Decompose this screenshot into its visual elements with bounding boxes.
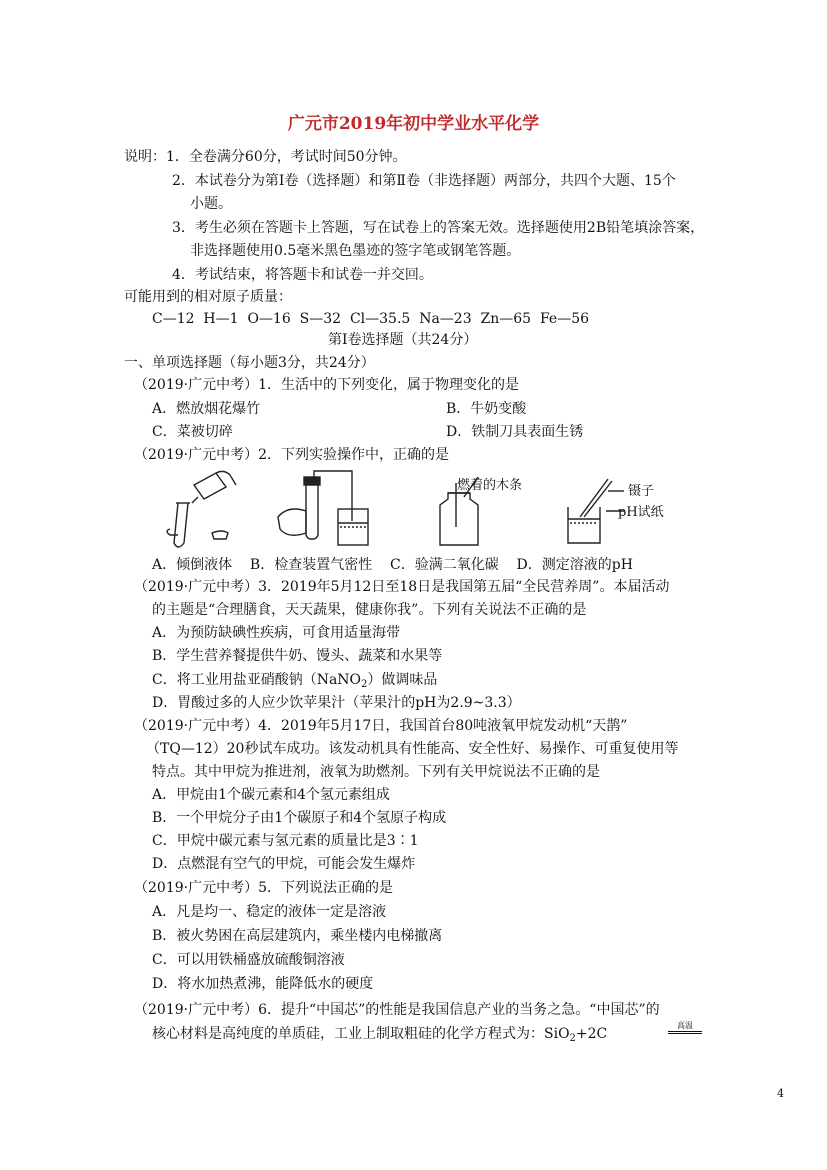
- part1-title: 第Ⅰ卷选择题（共24分）: [328, 332, 478, 348]
- q1-option-c: C．菜被切碎: [152, 424, 233, 440]
- instruction-3: 3．考生必须在答题卡上答题，写在试卷上的答案无效。选择题使用2B铅笔填涂答案，: [172, 220, 705, 236]
- q6-stem-line1: （2019·广元中考）6．提升“中国芯”的性能是我国信息产业的当务之急。“中国芯”的: [134, 1002, 660, 1018]
- q2-figure-label-stick: 燃着的木条: [457, 478, 523, 493]
- q6-stem-line2: 核心材料是高纯度的单质硅，工业上制取粗硅的化学方程式为：SiO$_2$+2C: [152, 1026, 608, 1044]
- instruction-4: 4．考试结束，将答题卡和试卷一并交回。: [172, 267, 433, 283]
- instruction-1: 说明：1．全卷满分60分，考试时间50分钟。: [124, 149, 407, 165]
- instruction-2-cont: 小题。: [190, 196, 232, 212]
- page-number: 4: [777, 1087, 784, 1100]
- q3-stem-line1: （2019·广元中考）3．2019年5月12日至18日是我国第五届“全民营养周”。本届活动: [134, 579, 670, 595]
- q4-stem-line3: 特点。其中甲烷为推进剂，液氧为助燃剂。下列有关甲烷说法不正确的是: [152, 764, 600, 780]
- instruction-3-cont: 非选择题使用0.5毫米黑色墨迹的签字笔或钢笔答题。: [190, 243, 521, 259]
- q3-stem-line2: 的主题是“合理膳食，天天蔬果，健康你我”。下列有关说法不正确的是: [152, 602, 587, 618]
- q1-option-d: D．铁制刀具表面生锈: [446, 424, 584, 440]
- q2-figure-label-ph-paper: pH试纸: [618, 505, 664, 520]
- q5-option-d: D．将水加热煮沸，能降低水的硬度: [152, 976, 374, 992]
- atomic-mass-label: 可能用到的相对原子质量：: [124, 289, 292, 305]
- q4-option-b: B．一个甲烷分子由1个碳原子和4个氢原子构成: [152, 810, 447, 826]
- q2-stem: （2019·广元中考）2．下列实验操作中，正确的是: [134, 447, 449, 463]
- q1-option-a: A．燃放烟花爆竹: [152, 401, 261, 417]
- q4-option-d: D．点燃混有空气的甲烷，可能会发生爆炸: [152, 856, 416, 872]
- q4-option-c: C．甲烷中碳元素与氢元素的质量比是3∶1: [152, 833, 419, 849]
- q5-option-c: C．可以用铁桶盛放硫酸铜溶液: [152, 952, 345, 968]
- figure-airtightness-check: [270, 467, 380, 551]
- section1-title: 一、单项选择题（每小题3分，共24分）: [124, 355, 375, 371]
- q5-option-b: B．被火势困在高层建筑内，乘坐楼内电梯撤离: [152, 928, 443, 944]
- document-title: 广元市2019年初中学业水平化学: [287, 114, 540, 134]
- q5-option-a: A．凡是均一、稳定的液体一定是溶液: [152, 904, 387, 920]
- q6-reaction-condition: 高温: [668, 1021, 702, 1034]
- q4-stem-line1: （2019·广元中考）4．2019年5月17日，我国首台80吨液氧甲烷发动机“天鹊”: [134, 718, 628, 734]
- q1-option-b: B．牛奶变酸: [446, 401, 527, 417]
- instruction-2: 2．本试卷分为第Ⅰ卷（选择题）和第Ⅱ卷（非选择题）两部分，共四个大题、15个: [172, 173, 676, 189]
- q4-stem-line2: （TQ—12）20秒试车成功。该发动机具有性能高、安全性好、易操作、可重复使用等: [146, 741, 679, 757]
- figure-ph-test: [562, 467, 624, 551]
- q3-option-d: D．胃酸过多的人应少饮苹果汁（苹果汁的pH为2.9~3.3）: [152, 695, 521, 711]
- atomic-mass-values: C—12 H—1 O—16 S—32 Cl—35.5 Na—23 Zn—65 Fe—56: [152, 311, 590, 327]
- q1-stem: （2019·广元中考）1．生活中的下列变化，属于物理变化的是: [134, 377, 519, 393]
- q3-option-c: C．将工业用盐亚硝酸钠（NaNO$_2$）做调味品: [152, 672, 438, 690]
- q5-stem: （2019·广元中考）5．下列说法正确的是: [134, 880, 393, 896]
- figure-pouring-liquid: [156, 467, 246, 551]
- q2-options: A．倾倒液体 B．检查装置气密性 C．验满二氧化碳 D．测定溶液的pH: [152, 557, 633, 573]
- q2-figure-label-tweezers: 镊子: [628, 484, 655, 499]
- q4-option-a: A．甲烷由1个碳元素和4个氢元素组成: [152, 787, 390, 803]
- q3-option-a: A．为预防缺碘性疾病，可食用适量海带: [152, 625, 401, 641]
- q3-option-b: B．学生营养餐提供牛奶、馒头、蔬菜和水果等: [152, 648, 443, 664]
